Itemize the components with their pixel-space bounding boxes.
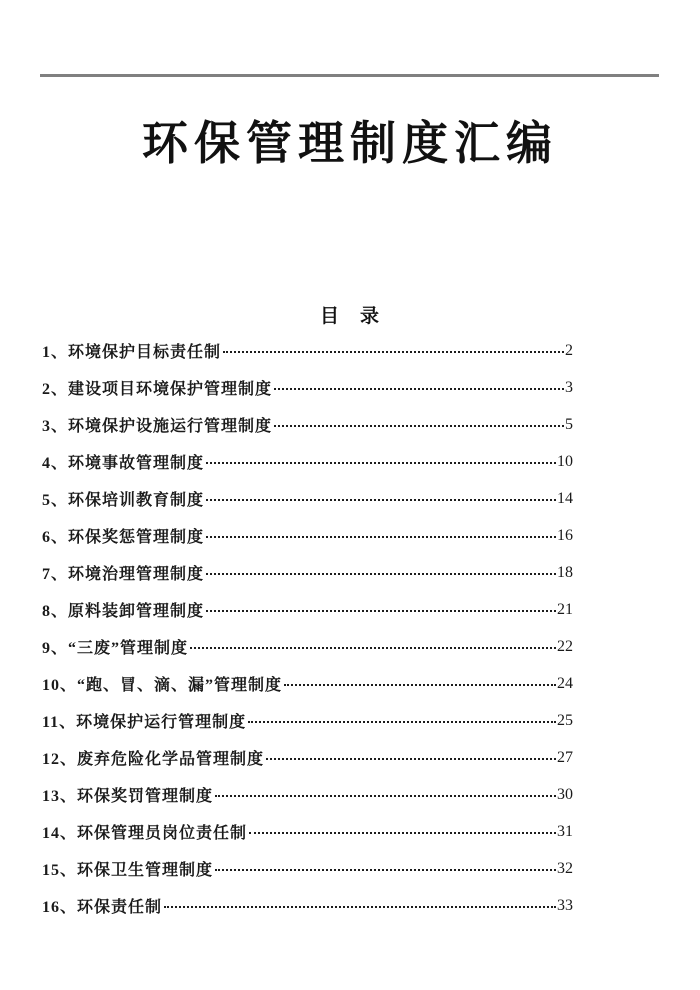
toc-entry-label: 13、环保奖罚管理制度 <box>42 788 214 805</box>
toc-entry-label: 7、环境治理管理制度 <box>42 566 205 583</box>
dot-leader <box>206 536 556 538</box>
toc-entry-page: 21 <box>557 600 573 618</box>
toc-entry <box>42 850 573 887</box>
toc-entry-page: 3 <box>565 378 573 396</box>
toc-entry <box>42 628 573 665</box>
toc-entry <box>42 332 573 369</box>
toc-entry-label: 3、环境保护设施运行管理制度 <box>42 418 273 435</box>
dot-leader <box>266 758 556 760</box>
toc-entry <box>42 702 573 739</box>
toc-entry-page: 27 <box>557 748 573 766</box>
header-rule <box>40 74 659 77</box>
dot-leader <box>206 462 556 464</box>
toc-entry-label: 10、“跑、冒、滴、漏”管理制度 <box>42 677 283 694</box>
dot-leader <box>206 610 556 612</box>
toc-entry-page: 32 <box>557 859 573 877</box>
toc-entry-label: 4、环境事故管理制度 <box>42 455 205 472</box>
dot-leader <box>206 573 556 575</box>
dot-leader <box>215 795 556 797</box>
toc-entry <box>42 813 573 850</box>
toc-entry-page: 33 <box>557 896 573 914</box>
toc-entry <box>42 480 573 517</box>
toc-entry-label: 8、原料装卸管理制度 <box>42 603 205 620</box>
dot-leader <box>248 721 556 723</box>
toc-entry-label: 9、“三废”管理制度 <box>42 640 189 657</box>
dot-leader <box>249 832 556 834</box>
dot-leader <box>164 906 556 908</box>
toc-entry-page: 14 <box>557 489 573 507</box>
toc-entry <box>42 591 573 628</box>
toc-entry-label: 15、环保卫生管理制度 <box>42 862 214 879</box>
dot-leader <box>223 351 564 353</box>
toc-entry <box>42 554 573 591</box>
toc-heading: 目 录 <box>319 306 380 327</box>
toc-entry-label: 16、环保责任制 <box>42 899 163 916</box>
toc-entry <box>42 369 573 406</box>
toc-entry <box>42 406 573 443</box>
toc-entry-page: 30 <box>557 785 573 803</box>
toc-entry-page: 22 <box>557 637 573 655</box>
toc-entry-label: 11、环境保护运行管理制度 <box>42 714 247 731</box>
toc-entry-label: 2、建设项目环境保护管理制度 <box>42 381 273 398</box>
toc-entry-page: 2 <box>565 341 573 359</box>
toc-entry-label: 12、废弃危险化学品管理制度 <box>42 751 265 768</box>
toc-entry-page: 18 <box>557 563 573 581</box>
toc-entry <box>42 443 573 480</box>
toc-entry-label: 14、环保管理员岗位责任制 <box>42 825 248 842</box>
toc-entry <box>42 517 573 554</box>
toc-entry-page: 16 <box>557 526 573 544</box>
dot-leader <box>190 647 556 649</box>
toc-entry <box>42 776 573 813</box>
document-title: 环保管理制度汇编 <box>142 118 558 169</box>
toc-entry-page: 31 <box>557 822 573 840</box>
toc-entry <box>42 739 573 776</box>
dot-leader <box>274 425 564 427</box>
dot-leader <box>215 869 556 871</box>
dot-leader <box>206 499 556 501</box>
toc-list <box>42 332 573 924</box>
toc-entry-page: 24 <box>557 674 573 692</box>
toc-entry <box>42 887 573 924</box>
dot-leader <box>284 684 556 686</box>
toc-entry-label: 6、环保奖惩管理制度 <box>42 529 205 546</box>
toc-entry-label: 5、环保培训教育制度 <box>42 492 205 509</box>
toc-entry-label: 1、环境保护目标责任制 <box>42 344 222 361</box>
toc-entry-page: 5 <box>565 415 573 433</box>
toc-entry-page: 10 <box>557 452 573 470</box>
toc-entry-page: 25 <box>557 711 573 729</box>
dot-leader <box>274 388 564 390</box>
toc-entry <box>42 665 573 702</box>
